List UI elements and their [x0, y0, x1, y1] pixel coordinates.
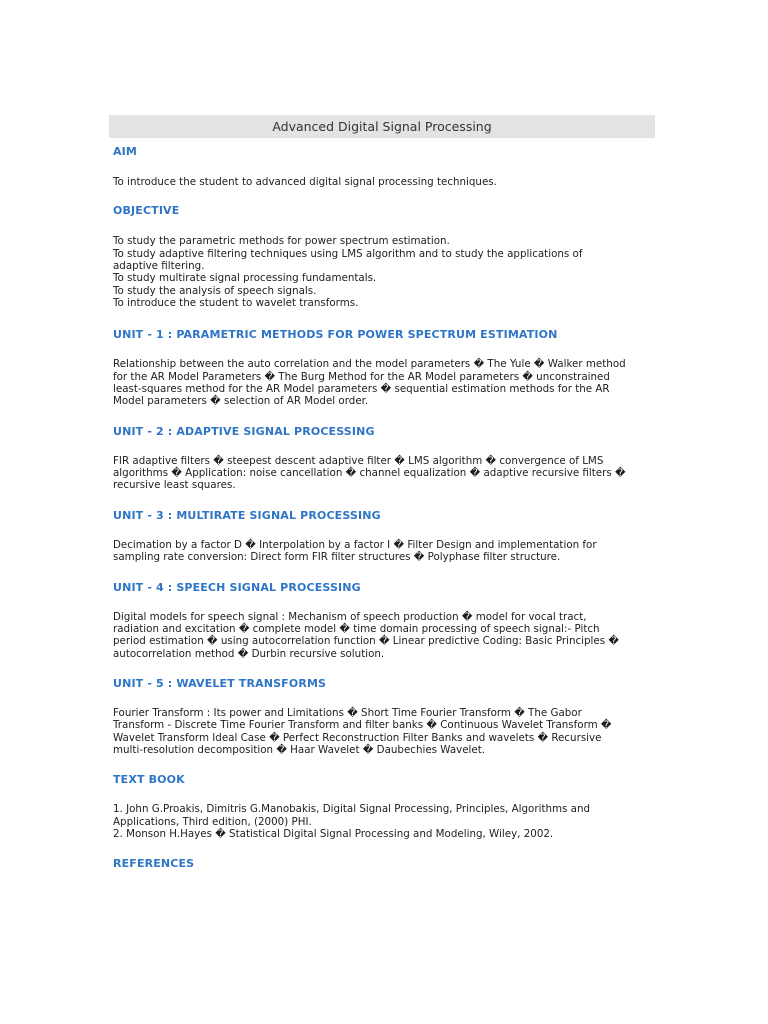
unit-2-section	[109, 425, 655, 492]
objective-body	[113, 235, 655, 309]
document-page	[109, 115, 655, 870]
unit-3-line: Decimation by a factor D � Interpolation by a factor I � Filter Design and implementation for	[113, 538, 597, 551]
unit-1-line: least-squares method for the AR Model parameters � sequential estimation methods for the AR	[113, 383, 610, 396]
aim-section	[109, 145, 655, 188]
unit-3-section	[109, 509, 655, 564]
unit-1-section	[109, 328, 655, 407]
objective-section	[109, 204, 655, 309]
unit-4-line: autocorrelation method � Durbin recursive solution.	[113, 647, 385, 660]
unit-4-line: radiation and excitation � complete model � time domain processing of speech signal:- Pitch	[113, 622, 600, 635]
unit-4-heading: UNIT - 4 : SPEECH SIGNAL PROCESSING	[113, 580, 361, 594]
unit-3-heading: UNIT - 3 : MULTIRATE SIGNAL PROCESSING	[113, 508, 381, 522]
unit-4-line: period estimation � using autocorrelation function � Linear predictive Coding: Basic Principles �	[113, 635, 619, 648]
text-book-heading: TEXT BOOK	[113, 773, 185, 787]
unit-5-line: Wavelet Transform Ideal Case � Perfect Reconstruction Filter Banks and wavelets � Recursive	[113, 731, 602, 744]
unit-2-line: recursive least squares.	[113, 479, 236, 492]
objective-line: To study the parametric methods for power spectrum estimation.	[113, 235, 450, 248]
references-section	[109, 857, 655, 870]
unit-4-line: Digital models for speech signal : Mechanism of speech production � model for vocal tract,	[113, 610, 587, 623]
unit-1-body	[113, 358, 655, 407]
references-heading: REFERENCES	[113, 857, 195, 871]
unit-5-body	[113, 707, 655, 756]
text-book-line: 1. John G.Proakis, Dimitris G.Manobakis, Digital Signal Processing, Principles, Algorithms and	[113, 803, 591, 816]
text-book-body	[113, 803, 655, 840]
text-book-section	[109, 773, 655, 840]
unit-2-body	[113, 455, 655, 492]
unit-2-line: FIR adaptive filters � steepest descent adaptive filter � LMS algorithm � convergence of LMS	[113, 454, 604, 467]
unit-1-line: Relationship between the auto correlation and the model parameters � The Yule � Walker method	[113, 358, 626, 371]
document-title: Advanced Digital Signal Processing	[109, 115, 655, 138]
objective-line: To study the analysis of speech signals.	[113, 284, 317, 297]
objective-line: To introduce the student to wavelet transforms.	[113, 297, 359, 310]
objective-line: adaptive filtering.	[113, 260, 205, 273]
objective-line: To study multirate signal processing fundamentals.	[113, 272, 377, 285]
text-book-line: 2. Monson H.Hayes � Statistical Digital Signal Processing and Modeling, Wiley, 2002.	[113, 827, 554, 840]
unit-1-line: for the AR Model Parameters � The Burg Method for the AR Model parameters � unconstrained	[113, 370, 610, 383]
unit-5-line: Fourier Transform : Its power and Limitations � Short Time Fourier Transform � The Gabor	[113, 706, 582, 719]
objective-heading: OBJECTIVE	[113, 204, 180, 218]
unit-4-section	[109, 581, 655, 660]
unit-3-line: sampling rate conversion: Direct form FIR filter structures � Polyphase filter structure.	[113, 551, 561, 564]
unit-5-heading: UNIT - 5 : WAVELET TRANSFORMS	[113, 676, 327, 690]
unit-2-heading: UNIT - 2 : ADAPTIVE SIGNAL PROCESSING	[113, 424, 375, 438]
unit-5-line: Transform - Discrete Time Fourier Transform and filter banks � Continuous Wavelet Transform �	[113, 719, 612, 732]
unit-1-line: Model parameters � selection of AR Model order.	[113, 395, 369, 408]
unit-2-line: algorithms � Application: noise cancellation � channel equalization � adaptive recursive filters �	[113, 467, 626, 480]
unit-5-section	[109, 677, 655, 756]
unit-3-body	[113, 539, 655, 564]
unit-1-heading: UNIT - 1 : PARAMETRIC METHODS FOR POWER SPECTRUM ESTIMATION	[113, 328, 558, 342]
unit-4-body	[113, 611, 655, 660]
unit-5-line: multi-resolution decomposition � Haar Wavelet � Daubechies Wavelet.	[113, 743, 486, 756]
text-book-line: Applications, Third edition, (2000) PHI.	[113, 815, 312, 828]
aim-body	[113, 176, 655, 188]
objective-line: To study adaptive filtering techniques using LMS algorithm and to study the applications of	[113, 247, 583, 260]
aim-line: To introduce the student to advanced digital signal processing techniques.	[113, 176, 497, 188]
aim-heading: AIM	[113, 145, 138, 158]
